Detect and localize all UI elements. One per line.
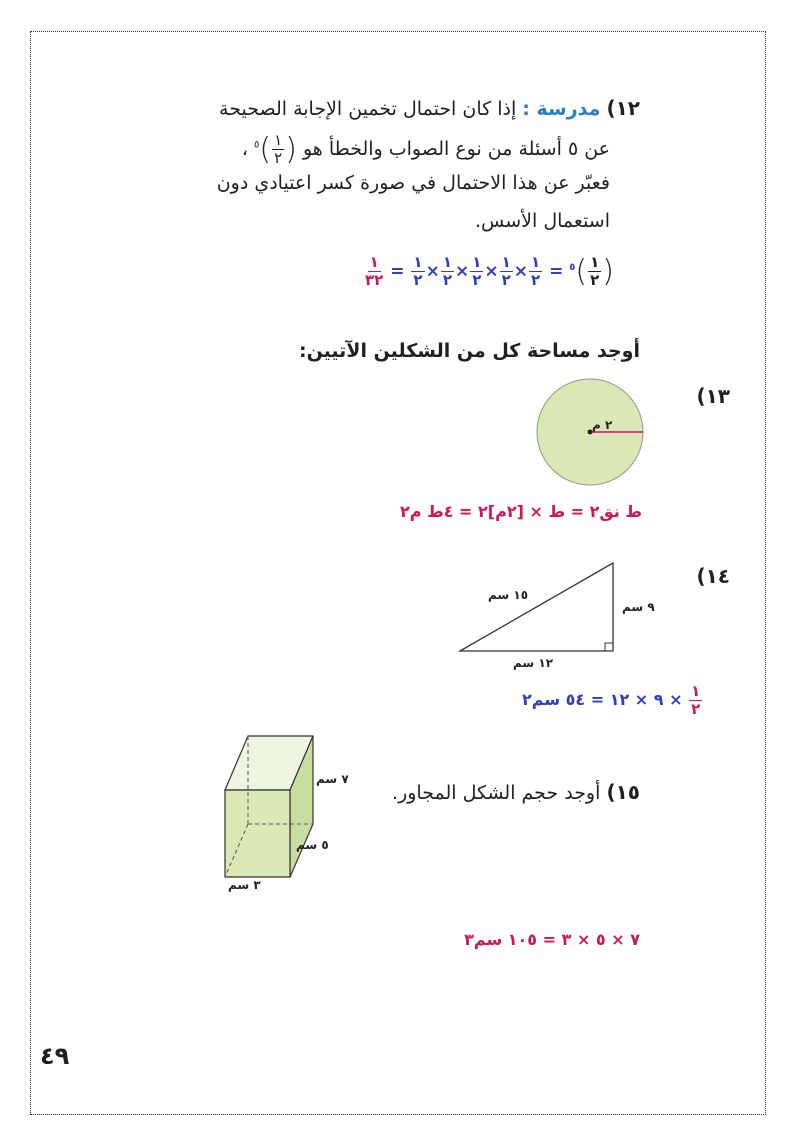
q12-topic: مدرسة : [522,98,601,120]
q15-text: أوجد حجم الشكل المجاور. [392,782,601,804]
q15-answer: ٧ × ٥ × ٣ = ١٠٥ سم٣ [464,930,640,949]
q14-triangle-figure [455,558,625,658]
section-title: أوجد مساحة كل من الشكلين الآتيين: [298,340,640,362]
q12-answer-result: $\frac{١}{٣٢}$ [365,253,384,289]
q14-height-label: ٩ سم [622,600,655,614]
q13-radius-label: ٢ م [592,418,613,432]
q13-number: ١٣) [696,384,730,408]
q12-text-line1: إذا كان احتمال تخمين الإجابة الصحيحة [219,98,517,120]
q14-hypotenuse-label: ١٥ سم [488,588,529,602]
q14-answer-fraction: $\frac{١}{٢}$ [691,682,701,718]
q12-text-line2: عن ٥ أسئلة من نوع الصواب والخطأ هو [302,138,610,160]
q13-answer: ط نق٢ = ط × [٢م]٢ = ٤ط م٢ [400,502,642,521]
q12-answer: $\frac{١}{٣٢}$ = $\frac{١}{٢}$ × $\frac{١}{٢}$ × $\frac{١}{٢}$ × $\frac{١}{٢}$ × $\frac{١}{٢}$ = $^٥$( $\frac{١}{٢}$ ) [365,253,614,289]
right-angle-mark [605,643,613,651]
q12-fraction: $\frac{١}{٢}$ [274,131,283,167]
q12-number: ١٢) [606,96,640,120]
q15-line [392,780,640,804]
q15-width-label: ٣ سم [228,878,261,892]
q14-base-label: ١٢ سم [513,656,554,670]
q14-number: ١٤) [696,564,730,588]
q12-line4: استعمال الأسس. [474,210,610,232]
page-number: ٤٩ [40,1042,70,1070]
q15-number: ١٥) [606,780,640,804]
q14-answer: $\frac{١}{٢}$ × ٩ × ١٢ = ٥٤ سم٢ [522,682,701,718]
q12-exponent: ٥ [254,139,260,151]
q12-line1 [219,96,640,120]
q12-line3: فعبّر عن هذا الاحتمال في صورة كسر اعتيادي دون [216,172,610,194]
q13-circle-figure [530,375,650,495]
prism-front [225,790,290,877]
q15-depth-label: ٥ سم [296,838,329,852]
triangle-shape [460,563,613,651]
q15-height-label: ٧ سم [316,772,349,786]
q12-line2: عن ٥ أسئلة من نوع الصواب والخطأ هو ( $\frac{١}{٢}$ )$^٥$ ، [241,131,610,167]
q15-prism-figure [215,732,325,882]
